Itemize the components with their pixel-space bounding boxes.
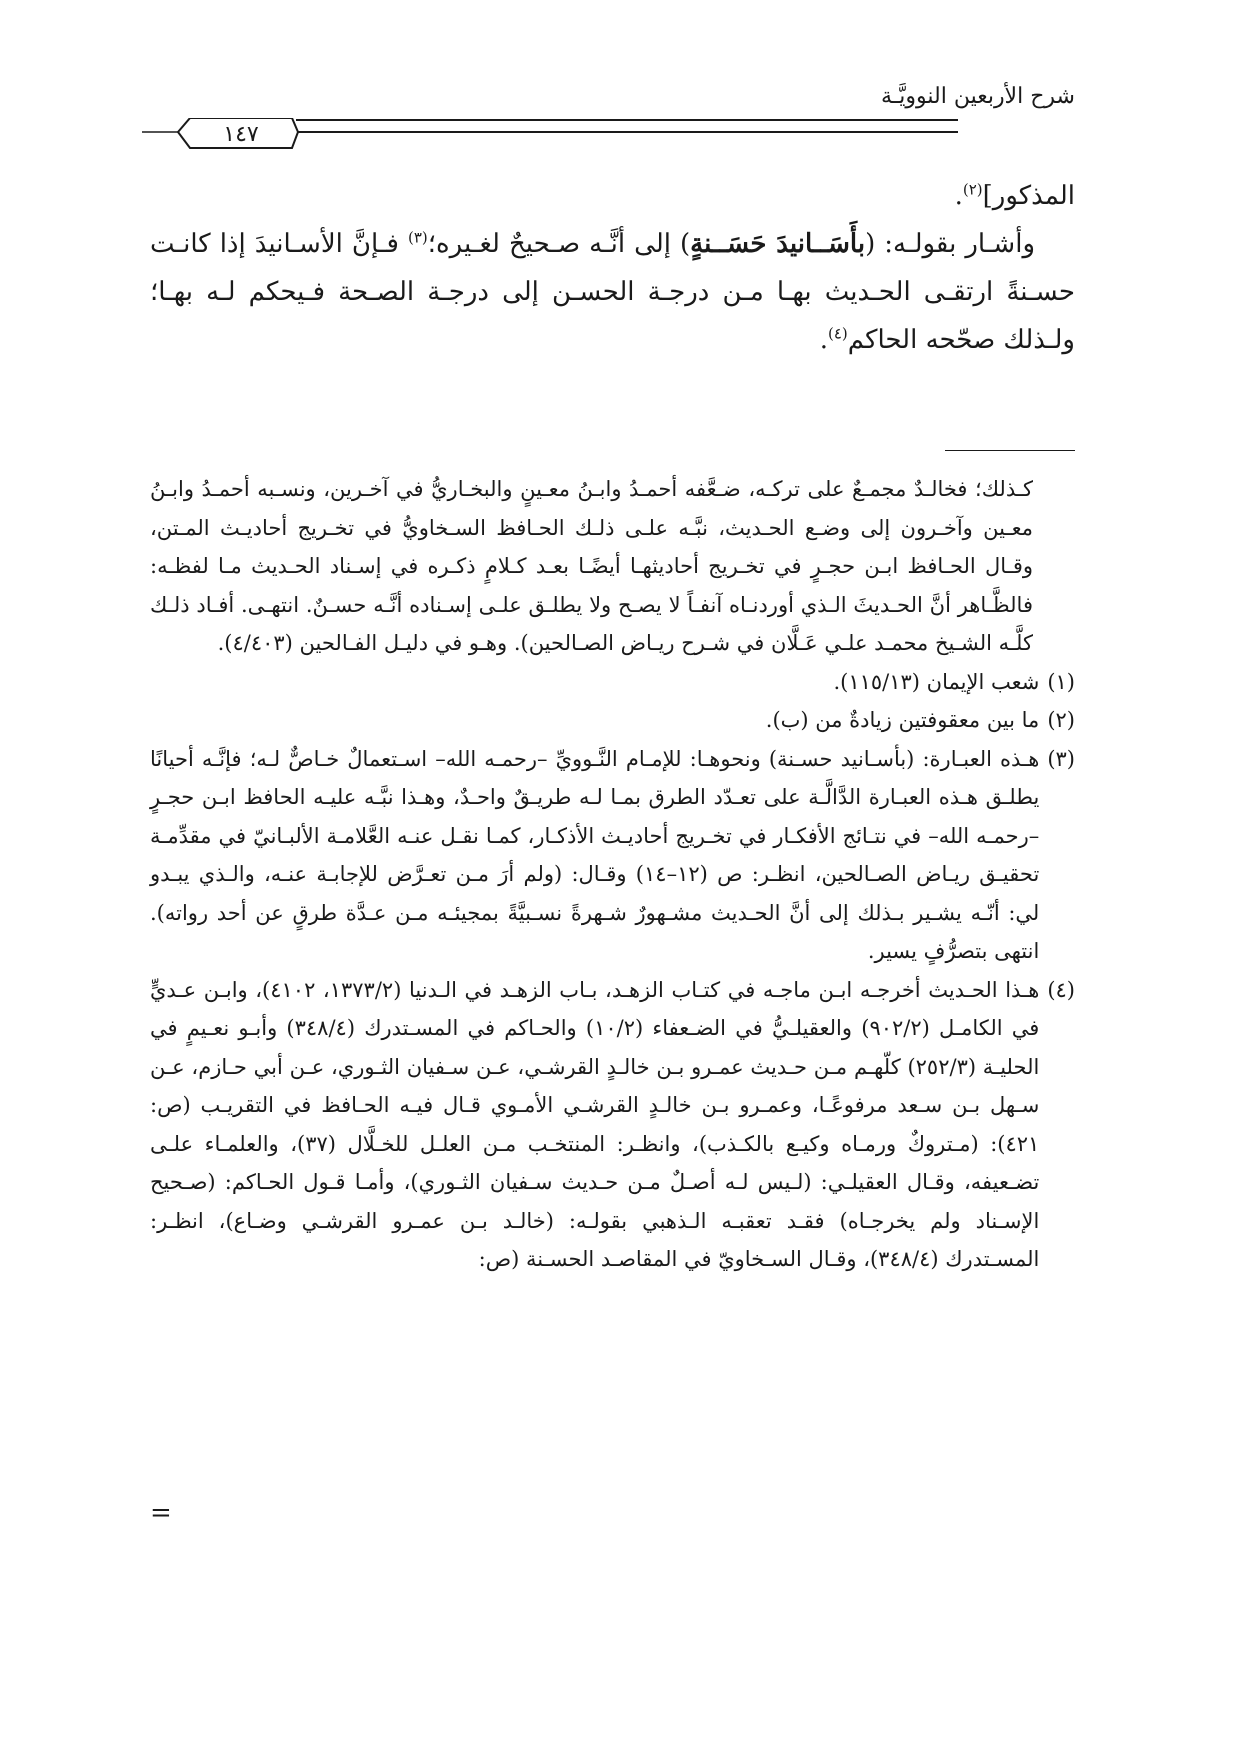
footnote-4: [150, 971, 1075, 1279]
running-title: شرح الأربعين النوويَّـة: [881, 84, 1075, 109]
footnote-number: (٢): [1047, 708, 1075, 732]
footnote-ref-4: (٤): [827, 324, 848, 343]
main-body: [150, 172, 1075, 364]
footnote-separator: [945, 450, 1075, 451]
main-paragraph-2: وأشـار بقولـه: (بأَسَــانيدَ حَسَــنةٍ) إلى أنَّـه صـحيحٌ لغـيره؛$^{(٣)}$ فـإنَّ الأسـانيدَ إذا كانـت حسـنةً ارتقـى الحـديث بهـا مـن درجـة الحسـن إلى درجـة الصـحة فـيحكم لـه بهـا؛ ولـذلك صحّحه الحاكم$^{(٤)}$.: [150, 228, 1075, 355]
footnote-2: [150, 701, 1075, 740]
footnote-number: (٤): [1047, 977, 1075, 1002]
footnote-ref-3: (٣): [408, 228, 428, 247]
footnote-text: شعب الإيمان (١١٥/١٣).: [833, 669, 1040, 694]
footnote-text: هـذه العبـارة: (بأسـانيد حسـنة) ونحوهـا: للإمـام النَّـوويِّ –رحمـه الله– اسـتعمالٌ خـاصٌّ لـه؛ فإنَّـه أحيانًا يطلـق هـذه العبـارة الدَّالَّـة على تعـدّد الطرق بمـا لـه طريـقٌ واحـدٌ، وهـذا نبَّـه عليـه الحافظ ابـن حجـرٍ –رحمـه الله– في نتـائج الأفكـار في تخـريج أحاديـث الأذكـار، كمـا نقـل عنـه العَّلامـة الألبـانيّ في مقدِّمـة تحقيـق ريـاض الصـالحين، انظـر: ص (١٢–١٤) وقـال: (ولم أرَ مـن تعـرَّض للإجابـة عنـه، والـذي يبـدو لي: أنّـه يشـير بـذلك إلى أنَّ الحـديث مشـهورٌ شـهرةً نسـبيَّةً بمجيئـه مـن عـدَّة طرقٍ عن أحد رواته). انتهى بتصرُّفٍ يسير.: [150, 746, 1040, 963]
main-paragraph-1: المذكور]$^{(٢)}$.: [954, 180, 1075, 211]
footnote-text: هـذا الحـديث أخرجـه ابـن ماجـه في كتـاب الزهـد، بـاب الزهـد في الـدنيا (١٣٧٣/٢، ٤١٠٢)، وابـن عـديٍّ في الكامـل (٩٠٢/٢) والعقيلـيُّ في الضـعفاء (١٠/٢) والحـاكم في المسـتدرك (٣٤٨/٤) وأبـو نعـيمٍ في الحليـة (٢٥٢/٣) كلّهـم مـن حـديث عمـرو بـن خالـدٍ القرشـي، عـن سـفيان الثـوري، عـن أبي حـازم، عـن سـهل بـن سـعد مرفوعًـا، وعمـرو بـن خالـدٍ القرشـي الأمـوي قـال فيـه الحـافظ في التقريـب (ص: ٤٢١): (مـتروكٌ ورمـاه وكيـع بالكـذب)، وانظـر: المنتخـب مـن العلـل للخـلَّال (٣٧)، والعلمـاء علـى تضـعيفه، وقـال العقيلـي: (لـيس لـه أصـلٌ مـن حـديث سـفيان الثـوري)، وأمـا قـول الحـاكم: (صـحيح الإسـناد ولم يخرجـاه) فقـد تعقبـه الـذهبي بقولـه: (خالـد بـن عمـرو القرشـي وضـاع)، انظـر: المسـتدرك (٣٤٨/٤)، وقـال السـخاويّ في المقاصـد الحسـنة (ص:: [150, 977, 1040, 1271]
footnotes: [150, 470, 1075, 1279]
quoted-term: بأَسَــانيدَ حَسَــنةٍ: [690, 229, 866, 259]
footnote-1: [150, 663, 1075, 702]
footnote-text: ما بين معقوفتين زيادةٌ من (ب).: [765, 708, 1040, 732]
continued-mark: =: [150, 1498, 172, 1528]
footnote-number: (٣): [1047, 746, 1075, 771]
footnote-ref-2: (٢): [962, 180, 983, 199]
footnote-number: (١): [1047, 669, 1075, 694]
page-number: ١٤٧: [223, 121, 259, 147]
footnote-carry-over: كـذلك؛ فخالـدٌ مجمـعٌ على تركـه، ضـعَّفه أحمـدُ وابـنُ معـينٍ والبخـاريُّ في آخـرين، ونسـبه أحمـدُ وابـنُ معـين وآخـرون إلى وضـع الحـديث، نبَّـه علـى ذلـك الحـافظ السـخاويُّ في تخـريج أحاديـث المـتن، وقـال الحـافظ ابـن حجـرٍ في تخـريج أحاديثهـا أيضًـا بعـد كـلامٍ ذكـره في إسـناد الحـديث مـا لفظـه: فالظَّـاهر أنَّ الحـديثَ الـذي أوردنـاه آنفـاً لا يصـح ولا يطلـق علـى إسـناده أنَّـه حسـنٌ. انتهـى. أفـاد ذلـك كلَّـه الشـيخ محمـد علـي عَـلَّان في شـرح ريـاض الصـالحين). وهـو في دليـل الفـالحين (٤/٤٠٣).: [150, 477, 1033, 655]
footnote-3: [150, 740, 1075, 971]
